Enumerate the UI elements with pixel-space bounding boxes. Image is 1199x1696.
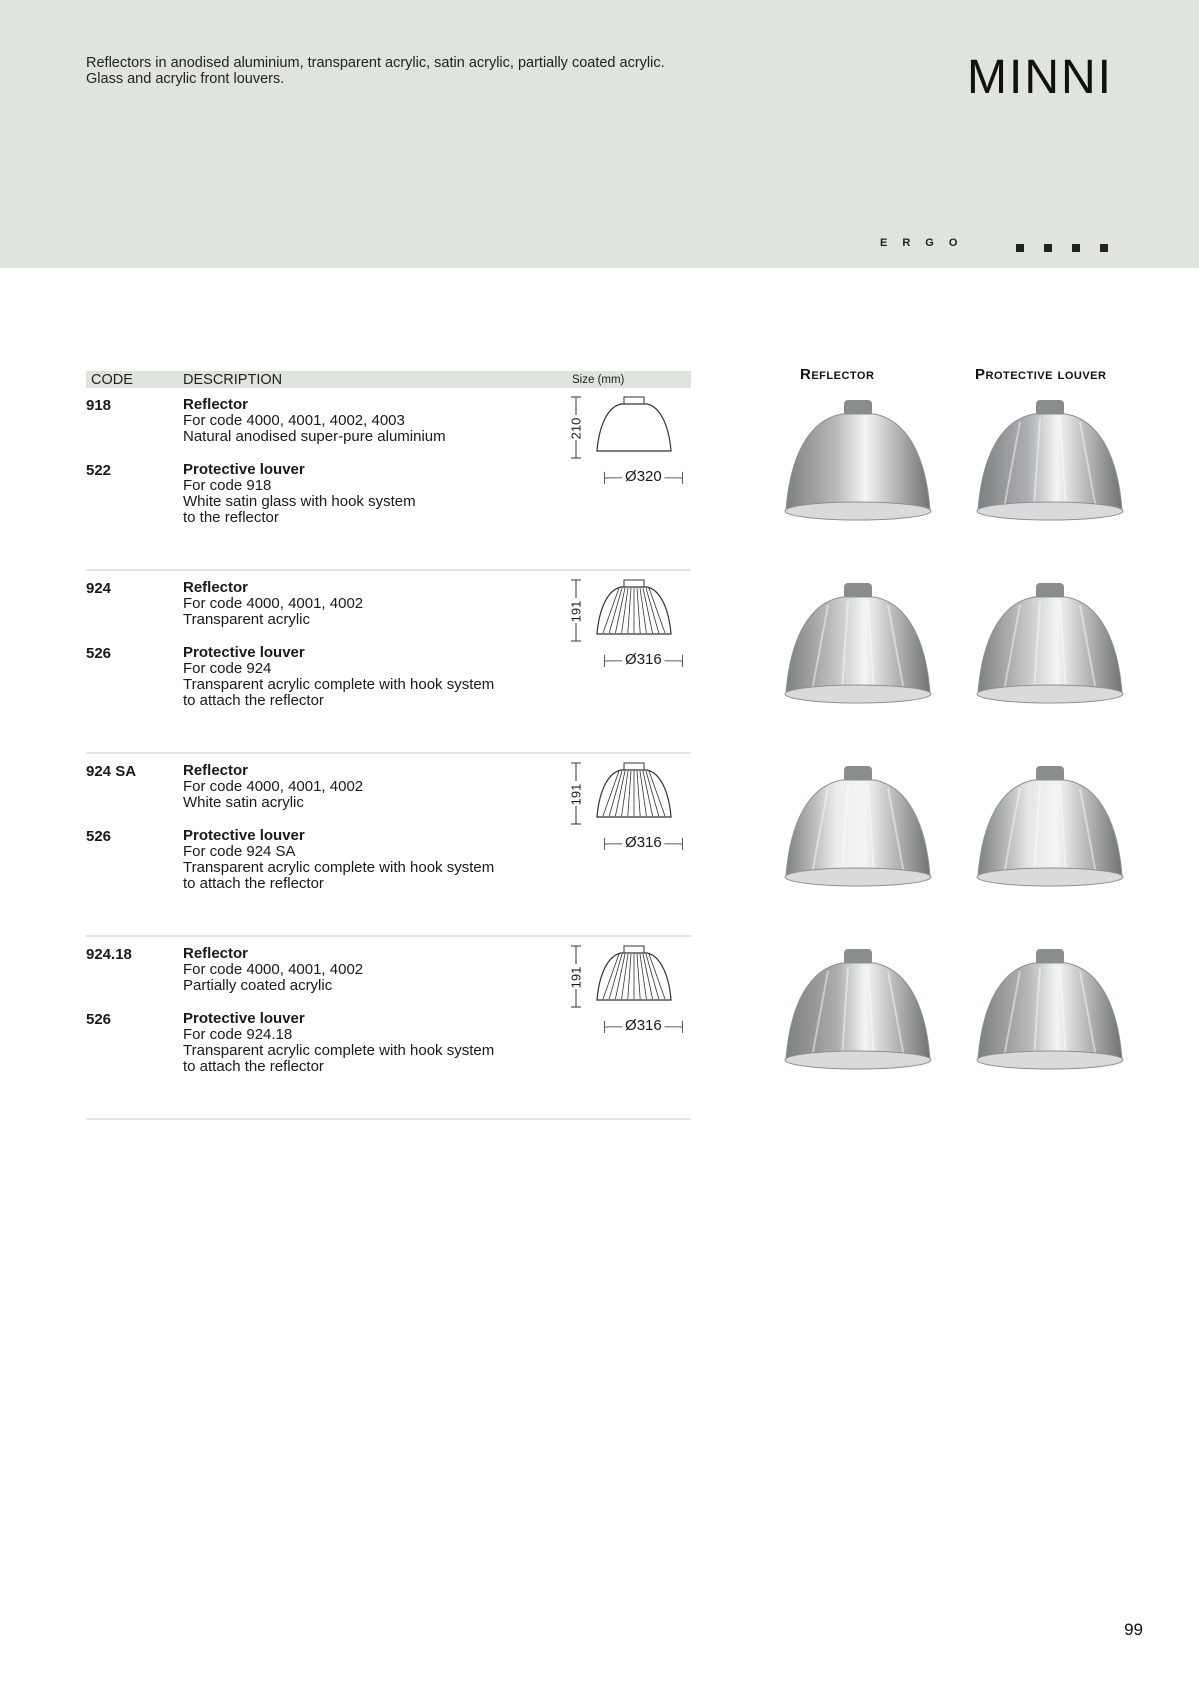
louver-desc-line: For code 924 SA (183, 843, 296, 860)
intro-text (86, 55, 665, 87)
page-title: MINNI (967, 51, 1113, 104)
louver-image-2 (960, 754, 1140, 899)
louver-code: 522 (86, 462, 112, 479)
reflector-photo (768, 388, 948, 538)
height-dimension: 191 (568, 783, 584, 806)
row-divider (86, 569, 691, 571)
table-header (86, 371, 691, 388)
louver-desc-line: to attach the reflector (183, 692, 324, 709)
diameter-dimension (601, 468, 686, 485)
louver-description (183, 1011, 494, 1075)
col-description-header: DESCRIPTION (183, 372, 283, 388)
louver-description (183, 828, 494, 892)
size-drawing (568, 761, 691, 851)
dimension-arrow-icon: ├── (601, 839, 626, 850)
louver-name: Protective louver (183, 644, 305, 661)
series-squares-icon (1016, 239, 1128, 257)
dimension-arrow-icon: ──┤ (661, 656, 686, 667)
dimension-arrow-icon: ──┤ (661, 1022, 686, 1033)
reflector-code: 924 (86, 580, 112, 597)
height-dimension: 191 (568, 600, 584, 623)
reflector-desc-line: Transparent acrylic (183, 611, 310, 628)
louver-name: Protective louver (183, 1010, 305, 1027)
reflector-code: 924.18 (86, 946, 132, 963)
shade-outline-drawing (571, 944, 691, 1014)
reflector-desc-line: White satin acrylic (183, 794, 304, 811)
reflector-code: 924 SA (86, 763, 137, 780)
photo-col-reflector-header: Reflector (800, 366, 875, 383)
louver-description (183, 645, 494, 709)
reflector-desc-line: For code 4000, 4001, 4002 (183, 961, 364, 978)
louver-photo (960, 571, 1140, 721)
louver-image-0 (960, 388, 1140, 533)
reflector-description (183, 397, 446, 445)
size-drawing (568, 944, 691, 1034)
louver-photo (960, 937, 1140, 1087)
louver-code: 526 (86, 828, 112, 845)
louver-code: 526 (86, 645, 112, 662)
shade-outline-drawing (571, 578, 691, 648)
shade-outline-drawing (571, 395, 691, 465)
louver-desc-line: Transparent acrylic complete with hook system (183, 859, 495, 876)
photo-col-louver-header: Protective louver (975, 366, 1107, 383)
intro-line-1: Reflectors in anodised aluminium, transparent acrylic, satin acrylic, partially coated acrylic. (86, 55, 665, 71)
reflector-desc-line: For code 4000, 4001, 4002 (183, 778, 364, 795)
reflector-image-1 (768, 571, 948, 716)
reflector-name: Reflector (183, 762, 249, 779)
louver-desc-line: to the reflector (183, 509, 279, 526)
reflector-name: Reflector (183, 945, 249, 962)
dimension-arrow-icon: ──┤ (661, 473, 686, 484)
louver-desc-line: Transparent acrylic complete with hook system (183, 1042, 495, 1059)
page-number: 99 (1124, 1620, 1143, 1639)
dimension-arrow-icon: ├── (601, 656, 626, 667)
louver-name: Protective louver (183, 827, 305, 844)
diameter-value: Ø316 (625, 651, 662, 668)
reflector-name: Reflector (183, 579, 249, 596)
reflector-description (183, 946, 363, 994)
louver-image-3 (960, 937, 1140, 1082)
size-drawing (568, 578, 691, 668)
louver-photo (960, 754, 1140, 904)
dimension-arrow-icon: ├── (601, 473, 626, 484)
dimension-arrow-icon: ├── (601, 1022, 626, 1033)
intro-line-2: Glass and acrylic front louvers. (86, 71, 285, 87)
louver-code: 526 (86, 1011, 112, 1028)
louver-photo (960, 388, 1140, 538)
diameter-value: Ø320 (625, 468, 662, 485)
diameter-dimension (601, 651, 686, 668)
louver-desc-line: to attach the reflector (183, 1058, 324, 1075)
diameter-value: Ø316 (625, 834, 662, 851)
reflector-description (183, 763, 363, 811)
reflector-photo (768, 754, 948, 904)
diameter-value: Ø316 (625, 1017, 662, 1034)
reflector-image-2 (768, 754, 948, 899)
louver-desc-line: For code 924 (183, 660, 272, 677)
diameter-dimension (601, 1017, 686, 1034)
row-divider (86, 1118, 691, 1120)
louver-name: Protective louver (183, 461, 305, 478)
shade-outline-drawing (571, 761, 691, 831)
reflector-desc-line: For code 4000, 4001, 4002, 4003 (183, 412, 405, 429)
louver-image-1 (960, 571, 1140, 716)
height-dimension: 210 (568, 417, 584, 440)
col-size-header: Size (mm) (572, 374, 625, 386)
diameter-dimension (601, 834, 686, 851)
reflector-desc-line: Natural anodised super-pure aluminium (183, 428, 446, 445)
dimension-arrow-icon: ──┤ (661, 839, 686, 850)
louver-desc-line: to attach the reflector (183, 875, 324, 892)
height-dimension: 191 (568, 966, 584, 989)
louver-description (183, 462, 416, 526)
brand-label: ERGO (880, 237, 973, 249)
row-divider (86, 935, 691, 937)
reflector-description (183, 580, 363, 628)
reflector-desc-line: Partially coated acrylic (183, 977, 333, 994)
reflector-code: 918 (86, 397, 112, 414)
row-divider (86, 752, 691, 754)
louver-desc-line: White satin glass with hook system (183, 493, 416, 510)
louver-desc-line: For code 918 (183, 477, 272, 494)
reflector-image-0 (768, 388, 948, 533)
reflector-photo (768, 571, 948, 721)
reflector-desc-line: For code 4000, 4001, 4002 (183, 595, 364, 612)
size-drawing (568, 395, 691, 485)
reflector-name: Reflector (183, 396, 249, 413)
louver-desc-line: Transparent acrylic complete with hook system (183, 676, 495, 693)
reflector-photo (768, 937, 948, 1087)
reflector-image-3 (768, 937, 948, 1082)
header-band (0, 0, 1199, 268)
col-code-header: CODE (91, 372, 133, 388)
louver-desc-line: For code 924.18 (183, 1026, 293, 1043)
